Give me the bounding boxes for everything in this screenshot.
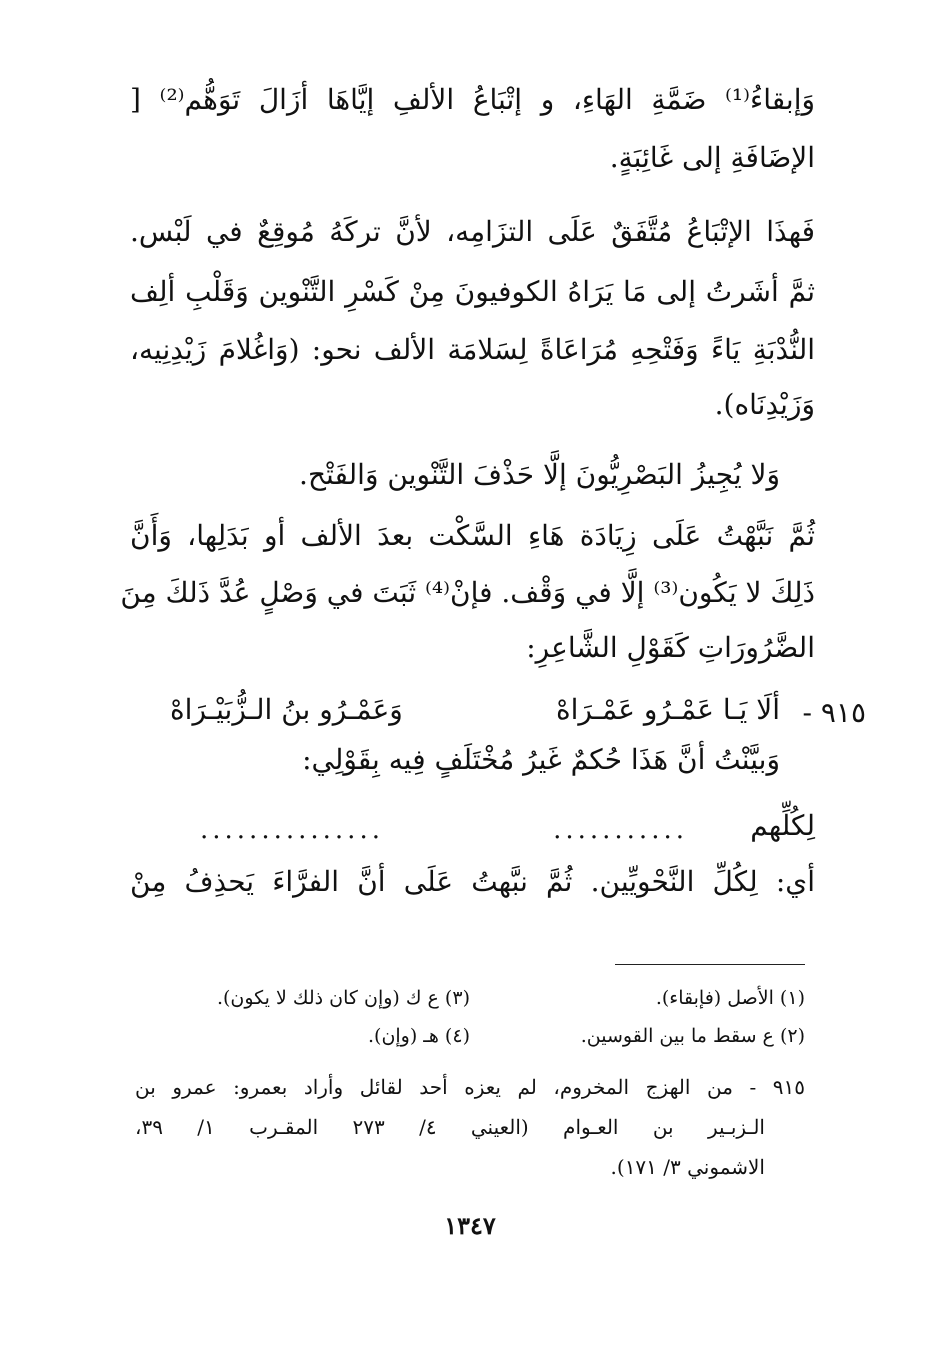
footnote-divider	[615, 964, 805, 965]
footnote-1: (١) الأصل (فإبقاء).	[655, 987, 805, 1009]
text-line-5: النُّدْبَةِ يَاءً وَفَتْحِهِ مُرَاعَاةً لِسَلامَة الألف نحو: (وَاغُلامَ زَيْدِنِيه،	[130, 333, 815, 366]
text-line-11: وَبيَّنْتُ أنَّ هَذَا حُكمٌ غَيرُ مُخْتَلَفٍ فِيه بِقَوْلِي:	[302, 743, 780, 776]
text-line-13: أي: لِكُلِّ النَّحْويِّين. ثُمَّ نبَّهتُ عَلَى أنَّ الفرَّاءَ يَحذِفُ مِنْ	[130, 865, 815, 898]
verse-number: ٩١٥ -	[802, 696, 866, 729]
text-line-9: ذَلِكَ لا يَكُون⁽³⁾ إلَّا في وَقْف. فإنْ⁽⁴⁾ ثَبَتَ في وَصْلٍ عُدَّ ذَلكَ مِنَ	[120, 576, 815, 609]
text-line-10: الضَّرُورَاتِ كَقَوْلِ الشَّاعِرِ:	[526, 631, 815, 664]
text-line-12: لِكُلِّهم	[750, 809, 815, 842]
text-line-4: ثمَّ أشَرتُ إلى مَا يَرَاهُ الكوفيونَ مِنْ كَسْرِ التَّنْوين وَقَلْبِ ألِف	[130, 275, 815, 308]
ellipsis-left: ...............	[200, 815, 384, 845]
ellipsis-right: ...........	[553, 815, 688, 845]
verse-note-line-1: ٩١٥ - من الهزج المخروم، لم يعزه أحد لقائل وأراد بعمرو: عمرو بن	[135, 1075, 805, 1099]
text-line-7: وَلا يُجِيزُ البَصْرِيُّونَ إلَّا حَذْفَ التَّنْوين وَالفَتْح.	[299, 458, 780, 491]
verse-note-line-3: الاشموني ٣/ ١٧١).	[610, 1155, 765, 1179]
text-line-3: فَهذَا الإتْبَاعُ مُتَّفَقٌ عَلَى التزَامِه، لأنَّ تركَهُ مُوقِعٌ في لَبْس.	[130, 215, 816, 248]
verse-first-hemistich: ألَا يَـا عَمْـرُو عَمْـرَاهْ	[555, 693, 780, 726]
page-number: ١٣٤٧	[444, 1211, 496, 1240]
text-line-2: الإضَافَةِ إلى غَائِبَةٍ.	[609, 141, 815, 174]
verse-note-line-2: الـزبـير بن العـوام (العيني ٤/ ٢٧٣ المقـرب ١/ ٣٩،	[135, 1115, 765, 1139]
text-line-1: وَإبقاءُ⁽¹⁾ ضَمَّةِ الهَاءِ، و إتْبَاعُ الألفِ إيَّاهَا أزَالَ تَوَهُّم⁽²⁾ [	[130, 83, 815, 116]
verse-second-hemistich: وَعَمْـرُو بنُ الـزُّبَيْـرَاهْ	[170, 693, 403, 726]
text-line-6: وَزَيْدِنَاه).	[714, 388, 815, 421]
footnote-2: (٢) ع سقط ما بين القوسين.	[580, 1025, 805, 1047]
footnote-4: (٤) هـ (وإن).	[368, 1025, 470, 1047]
footnote-3: (٣) ع ك (وإن كان ذلك لا يكون).	[216, 987, 470, 1009]
text-line-8: ثُمَّ نَبَّهْتُ عَلَى زِيَادَة هَاءِ السَّكْت بعدَ الألف أو بَدَلِها، وَأَنَّ	[130, 519, 815, 552]
